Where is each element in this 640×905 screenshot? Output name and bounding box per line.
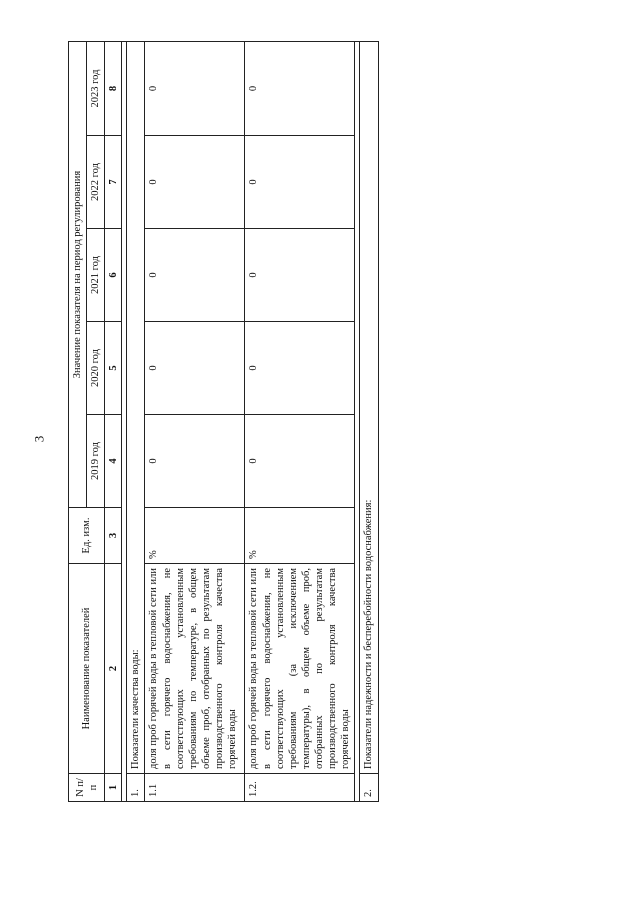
- section-1-row: [127, 41, 145, 801]
- value-2022: 0: [145, 136, 245, 229]
- row-unit: %: [145, 508, 245, 564]
- col-num-header: N п/п: [69, 774, 105, 802]
- year-2021: 2021 год: [87, 229, 105, 322]
- section-2-row: [360, 41, 378, 801]
- col-unit-header: Ед. изм.: [69, 508, 105, 564]
- value-2021: 0: [145, 229, 245, 322]
- year-2019: 2019 год: [87, 415, 105, 508]
- indicators-table-rotated: [68, 42, 423, 802]
- col-number: 5: [105, 322, 122, 415]
- value-2020: 0: [245, 322, 355, 415]
- section-2-title: Показатели надежности и бесперебойности водоснабжения:: [360, 41, 378, 773]
- col-number: 4: [105, 415, 122, 508]
- col-number: 2: [105, 564, 122, 774]
- col-number: 6: [105, 229, 122, 322]
- row-num: 1.2.: [245, 774, 355, 802]
- row-num: 1.1: [145, 774, 245, 802]
- year-2020: 2020 год: [87, 322, 105, 415]
- indicators-table: [68, 41, 379, 802]
- section-2-num: 2.: [360, 774, 378, 802]
- year-2023: 2023 год: [87, 41, 105, 135]
- year-2022: 2022 год: [87, 136, 105, 229]
- page-number: 3: [31, 435, 47, 443]
- value-2023: 0: [245, 41, 355, 135]
- table-row: [245, 41, 355, 801]
- row-name: доля проб горячей воды в тепловой сети или в сети горячего водоснабжения, не соответствующих установленным требованиям (за исключением температуры), в общем объеме проб, отобранных по результатам производственного контроля качества горячей воды: [245, 564, 355, 774]
- value-2021: 0: [245, 229, 355, 322]
- value-2022: 0: [245, 136, 355, 229]
- value-2020: 0: [145, 322, 245, 415]
- col-number: 1: [105, 774, 122, 802]
- section-1-num: 1.: [127, 774, 145, 802]
- section-1-title: Показатели качества воды:: [127, 41, 145, 773]
- col-period-header: Значение показателя на период регулирования: [69, 41, 87, 507]
- col-number: 3: [105, 508, 122, 564]
- row-unit: %: [245, 508, 355, 564]
- numbering-row: [105, 41, 122, 801]
- header-row-1: [69, 41, 87, 801]
- value-2019: 0: [145, 415, 245, 508]
- value-2019: 0: [245, 415, 355, 508]
- table-row: [145, 41, 245, 801]
- col-number: 8: [105, 41, 122, 135]
- col-number: 7: [105, 136, 122, 229]
- row-name: доля проб горячей воды в тепловой сети или в сети горячего водоснабжения, не соответствующих установленным требованиям по температуре, в общем объеме проб, отобранных по результатам производственного контроля качества горячей воды: [145, 564, 245, 774]
- col-name-header: Наименование показателей: [69, 564, 105, 774]
- value-2023: 0: [145, 41, 245, 135]
